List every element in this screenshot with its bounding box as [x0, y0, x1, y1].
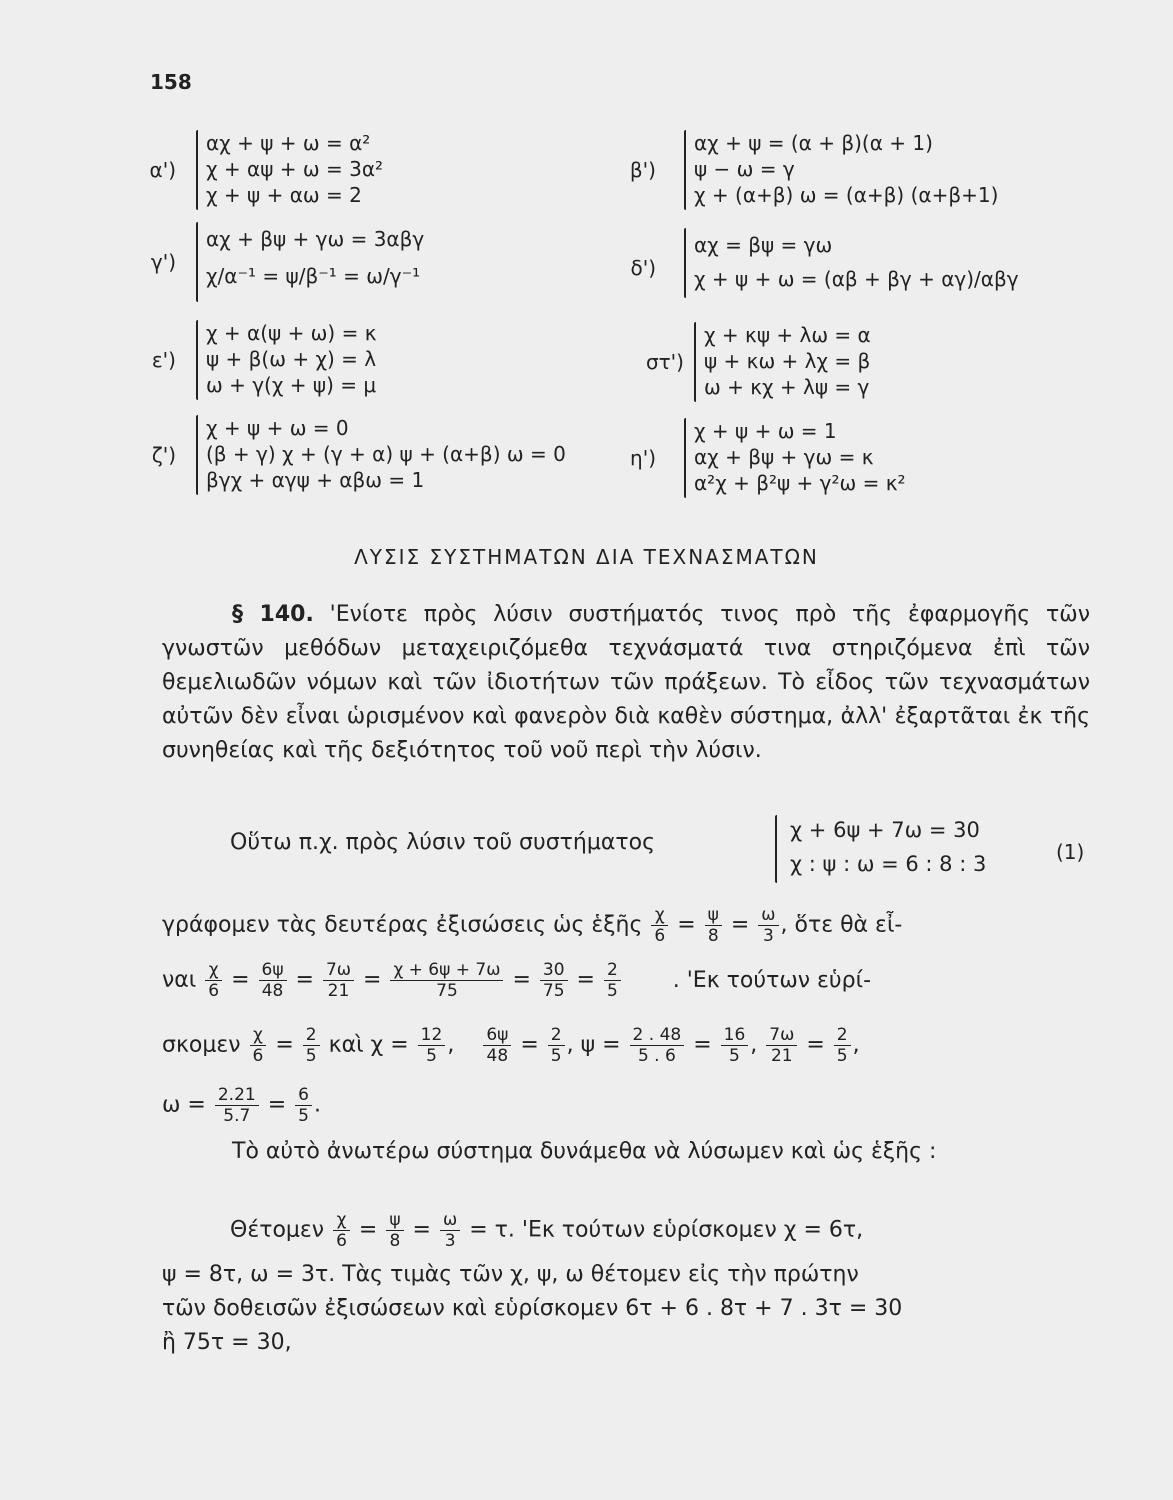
example-equation: χ + 6ψ + 7ω = 30 [790, 818, 980, 842]
paragraph-second: Τὸ αὐτὸ ἀνωτέρω σύστημα δυνάμεθα νὰ λύσωμεν καὶ ὡς ἑξῆς : [232, 1139, 937, 1164]
fraction: $\frac{2}{5}$ [604, 960, 621, 1001]
system-eta [620, 418, 1000, 498]
section-number: § 140. [232, 602, 314, 627]
fraction: $\frac{2}{5}$ [834, 1025, 851, 1066]
fraction: $\frac{\chi}{6}$ [250, 1025, 267, 1066]
equation: χ + ψ + ω = 0 [206, 416, 349, 440]
equation-number: (1) [1056, 840, 1085, 864]
system-label: α') [149, 158, 176, 182]
fraction: $\frac{6}{5}$ [295, 1085, 312, 1126]
system-label: γ') [150, 250, 176, 274]
fraction: $\frac{\omega}{3}$ [758, 905, 778, 946]
text-line: ἢ 75τ = 30, [162, 1330, 292, 1355]
system-label: β') [629, 158, 656, 182]
system-label: στ') [645, 350, 684, 374]
fraction: $\frac{16}{5}$ [721, 1025, 749, 1066]
system-alpha [140, 130, 470, 210]
equation: χ + ψ + αω = 2 [206, 183, 362, 207]
equation: ψ + β(ω + χ) = λ [206, 347, 377, 371]
brace [684, 418, 686, 498]
fraction: $\frac{\chi}{6}$ [651, 905, 668, 946]
equation: ψ − ω = γ [694, 157, 795, 181]
system-gamma [140, 222, 480, 302]
equation: χ + ψ + ω = 1 [694, 419, 837, 443]
section-heading: ΛΥΣΙΣ ΣΥΣΤΗΜΑΤΩΝ ΔΙΑ ΤΕΧΝΑΣΜΑΤΩΝ [354, 545, 819, 569]
text-line: Θέτομεν $\frac{\chi}{6}$ = $\frac{\psi}{8}$ = $\frac{\omega}{3}$ = τ. 'Εκ τούτων εὑρίσκομεν χ = 6τ, [230, 1210, 864, 1251]
fraction: $\frac{2}{5}$ [548, 1025, 565, 1066]
fraction: $\frac{\psi}{8}$ [386, 1210, 403, 1251]
example-equation: χ : ψ : ω = 6 : 8 : 3 [790, 852, 987, 876]
fraction: $\frac{2 . 48}{5 . 6}$ [630, 1025, 685, 1066]
text-line: τῶν δοθεισῶν ἐξισώσεων καὶ εὑρίσκομεν 6τ + 6 . 8τ + 7 . 3τ = 30 [162, 1296, 903, 1321]
equation: βγχ + αγψ + αβω = 1 [206, 468, 425, 492]
system-epsilon [140, 320, 470, 400]
equation: ψ + κω + λχ = β [704, 349, 871, 373]
fraction: $\frac{2.21}{5.7}$ [215, 1085, 259, 1126]
equation: αχ + βψ + γω = κ [694, 445, 874, 469]
paragraph-intro [162, 598, 1090, 768]
equation: χ + α(ψ + ω) = κ [206, 321, 377, 345]
equation: αχ + ψ + ω = α² [206, 131, 371, 155]
fraction: $\frac{30}{75}$ [540, 960, 568, 1001]
fraction: $\frac{\chi}{6}$ [333, 1210, 350, 1251]
equation: αχ + ψ = (α + β)(α + 1) [694, 131, 933, 155]
example-brace [775, 815, 777, 883]
fraction: $\frac{2}{5}$ [303, 1025, 320, 1066]
system-label: δ') [630, 256, 656, 280]
fraction: $\frac{\omega}{3}$ [440, 1210, 460, 1251]
brace [684, 130, 686, 210]
equation: ω + κχ + λψ = γ [704, 375, 870, 399]
brace [684, 228, 686, 298]
brace [196, 415, 198, 495]
equation: χ + ψ + ω = (αβ + βγ + αγ)/αβγ [694, 267, 1019, 291]
equation: αχ = βψ = γω [694, 233, 833, 257]
system-beta [620, 130, 1040, 210]
system-label: η') [630, 446, 656, 470]
system-zeta [140, 415, 630, 495]
system-stigma [620, 322, 980, 402]
equation: α²χ + β²ψ + γ²ω = κ² [694, 471, 906, 495]
text-line: ψ = 8τ, ω = 3τ. Τὰς τιμὰς τῶν χ, ψ, ω θέτομεν εἰς τὴν πρώτην [162, 1262, 859, 1287]
equation: χ + αψ + ω = 3α² [206, 157, 384, 181]
equation: χ + (α+β) ω = (α+β) (α+β+1) [694, 183, 999, 207]
brace [196, 222, 198, 302]
example-intro: Οὕτω π.χ. πρὸς λύσιν τοῦ συστήματος [230, 830, 655, 855]
fraction: $\frac{6\psi}{48}$ [259, 960, 287, 1001]
text-line: γράφομεν τὰς δευτέρας ἐξισώσεις ὡς ἑξῆς $\frac{\chi}{6}$ = $\frac{\psi}{8}$ = $\frac{\omega}{3}$ , ὅτε θὰ εἶ- [162, 905, 903, 946]
page-number: 158 [150, 70, 192, 94]
equation: (β + γ) χ + (γ + α) ψ + (α+β) ω = 0 [206, 442, 566, 466]
fraction: $\frac{6\psi}{48}$ [483, 1025, 511, 1066]
equation: ω + γ(χ + ψ) = μ [206, 373, 377, 397]
fraction: $\frac{12}{5}$ [418, 1025, 446, 1066]
system-label: ζ') [151, 443, 176, 467]
equation: χ + κψ + λω = α [704, 323, 871, 347]
equation: χ/α⁻¹ = ψ/β⁻¹ = ω/γ⁻¹ [206, 264, 421, 288]
brace [694, 322, 696, 402]
fraction: $\frac{\psi}{8}$ [705, 905, 722, 946]
fraction: $\frac{\chi + 6\psi + 7\omega}{75}$ [390, 960, 503, 1001]
text-line: σκομεν $\frac{\chi}{6}$ = $\frac{2}{5}$ καὶ χ = $\frac{12}{5}$ , $\frac{6\psi}{48}$ = $\frac{2}{5}$ , ψ = $\frac{2 . 48}{5 . 6}$ = $\frac{16}{5}$ , $\frac{7\omega}{21}$ = $\frac{2}{5}$ , [162, 1025, 860, 1066]
text-line: ω = $\frac{2.21}{5.7}$ = $\frac{6}{5}$ . [162, 1085, 321, 1126]
paragraph-text: 'Ενίοτε πρὸς λύσιν συστήματός τινος πρὸ τῆς ἐφαρμογῆς τῶν γνωστῶν μεθόδων μεταχειριζόμεθα τεχνάσματά τινα στηριζόμενα ἐπὶ τῶν θεμελιωδῶν νόμων καὶ τῶν ἰδιοτήτων τῶν πράξεων. Τὸ εἶδος τῶν τεχνασμάτων αὐτῶν δὲν εἶναι ὡρισμένον καὶ φανερὸν διὰ καθὲν σύστημα, ἀλλ' ἐξαρτᾶται ἐκ τῆς συνηθείας καὶ τῆς δεξιότητος τοῦ νοῦ περὶ τὴν λύσιν. [162, 602, 1090, 763]
brace [196, 320, 198, 400]
fraction: $\frac{7\omega}{21}$ [766, 1025, 797, 1066]
system-label: ε') [151, 348, 176, 372]
system-delta [620, 228, 1080, 308]
text-line: ναι $\frac{\chi}{6}$ = $\frac{6\psi}{48}$ = $\frac{7\omega}{21}$ = $\frac{\chi + 6\psi + 7\omega}{75}$ = $\frac{30}{75}$ = $\frac{2}{5}$ . 'Εκ τούτων εὑρί- [162, 960, 872, 1001]
fraction: $\frac{\chi}{6}$ [205, 960, 222, 1001]
equation: αχ + βψ + γω = 3αβγ [206, 227, 425, 251]
brace [196, 130, 198, 210]
fraction: $\frac{7\omega}{21}$ [323, 960, 354, 1001]
